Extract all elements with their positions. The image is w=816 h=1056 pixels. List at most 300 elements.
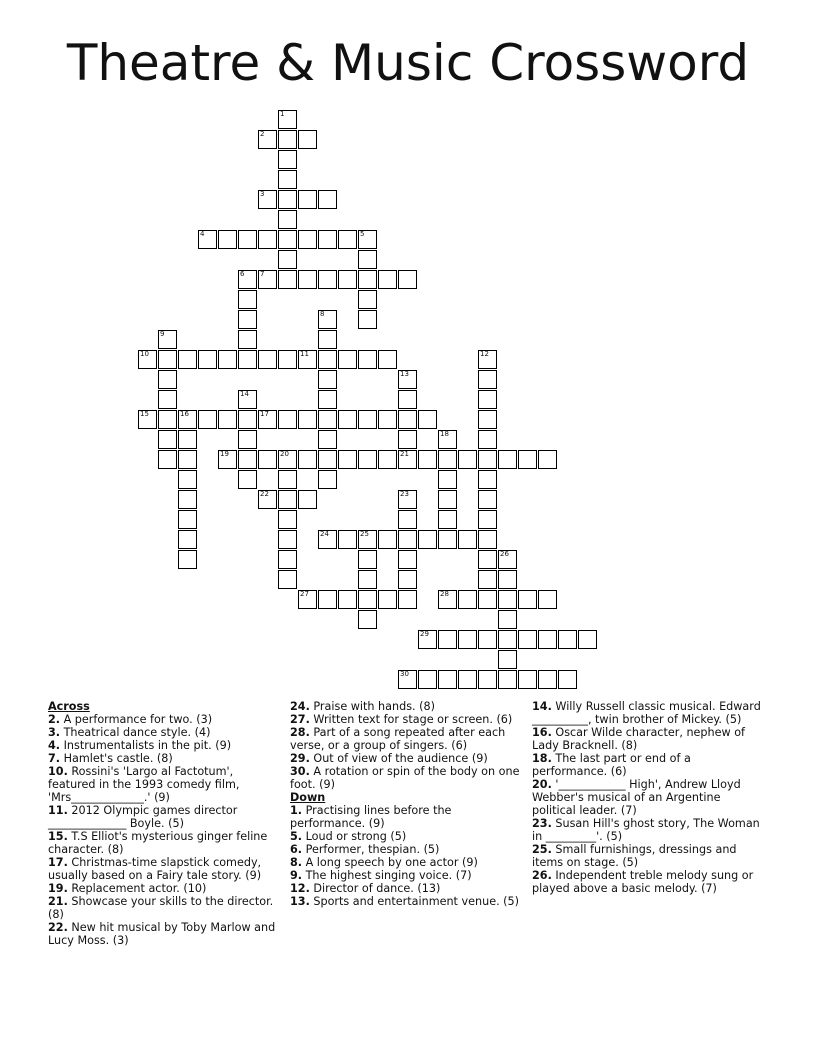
clue-item <box>532 843 764 869</box>
grid-cell[interactable] <box>318 230 337 249</box>
grid-cell[interactable] <box>378 270 397 289</box>
grid-cell[interactable] <box>238 450 257 469</box>
grid-cell[interactable] <box>258 410 277 429</box>
clue-number: 2 <box>260 130 265 138</box>
clue-number: 10 <box>140 350 149 358</box>
grid-cell[interactable] <box>238 430 257 449</box>
grid-cell[interactable] <box>318 450 337 469</box>
grid-cell[interactable] <box>498 450 517 469</box>
clue-text: Performer, thespian. (5) <box>302 843 440 856</box>
clue-item <box>290 895 522 908</box>
grid-cell[interactable] <box>578 630 597 649</box>
clue-text: A rotation or spin of the body on one foot. (9) <box>290 765 520 791</box>
clue-text: Rossini's 'Largo al Factotum', featured in the 1993 comedy film, 'Mrs_____________.' (9) <box>48 765 240 804</box>
grid-cell[interactable] <box>278 350 297 369</box>
clue-number: 11 <box>300 350 309 358</box>
grid-cell[interactable] <box>238 390 257 409</box>
grid-cell[interactable] <box>278 450 297 469</box>
grid-cell[interactable] <box>338 350 357 369</box>
grid-cell[interactable] <box>518 590 537 609</box>
grid-cell[interactable] <box>278 170 297 189</box>
grid-cell[interactable] <box>358 290 377 309</box>
clue-number-label: 29. <box>290 752 310 765</box>
grid-cell[interactable] <box>478 470 497 489</box>
grid-cell[interactable] <box>178 430 197 449</box>
grid-cell[interactable] <box>278 130 297 149</box>
grid-cell[interactable] <box>378 590 397 609</box>
grid-cell[interactable] <box>338 410 357 429</box>
grid-cell[interactable] <box>458 530 477 549</box>
grid-cell[interactable] <box>358 530 377 549</box>
grid-cell[interactable] <box>418 450 437 469</box>
clue-item <box>48 765 280 804</box>
grid-cell[interactable] <box>278 550 297 569</box>
grid-cell[interactable] <box>398 430 417 449</box>
clue-text: Replacement actor. (10) <box>67 882 207 895</box>
clue-number: 9 <box>160 330 165 338</box>
grid-cell[interactable] <box>258 190 277 209</box>
clue-number-label: 19. <box>48 882 68 895</box>
clue-text: A long speech by one actor (9) <box>302 856 478 869</box>
grid-cell[interactable] <box>198 350 217 369</box>
clue-number-label: 11. <box>48 804 68 817</box>
grid-cell[interactable] <box>218 410 237 429</box>
clue-text: Loud or strong (5) <box>302 830 407 843</box>
clue-number-label: 26. <box>532 869 552 882</box>
grid-cell[interactable] <box>298 130 317 149</box>
grid-cell[interactable] <box>238 310 257 329</box>
clue-item <box>48 752 280 765</box>
grid-cell[interactable] <box>318 430 337 449</box>
clue-text: The last part or end of a performance. (6) <box>532 752 691 778</box>
grid-cell[interactable] <box>438 510 457 529</box>
clue-number: 28 <box>440 590 449 598</box>
clue-number: 29 <box>420 630 429 638</box>
grid-cell[interactable] <box>398 530 417 549</box>
clue-number: 6 <box>240 270 245 278</box>
grid-cell[interactable] <box>478 390 497 409</box>
clue-item <box>48 882 280 895</box>
clue-number-label: 12. <box>290 882 310 895</box>
clue-text: Part of a song repeated after each verse, or a group of singers. (6) <box>290 726 506 752</box>
grid-cell[interactable] <box>558 670 577 689</box>
grid-cell[interactable] <box>338 590 357 609</box>
grid-cell[interactable] <box>518 670 537 689</box>
clue-text: Director of dance. (13) <box>309 882 441 895</box>
grid-cell[interactable] <box>358 350 377 369</box>
clue-text: The highest singing voice. (7) <box>302 869 472 882</box>
clue-number-label: 6. <box>290 843 303 856</box>
clue-item <box>290 882 522 895</box>
clue-number-label: 16. <box>532 726 552 739</box>
grid-cell[interactable] <box>278 570 297 589</box>
clue-number: 21 <box>400 450 409 458</box>
clue-item <box>532 700 764 726</box>
grid-cell[interactable] <box>438 490 457 509</box>
grid-cell[interactable] <box>438 470 457 489</box>
grid-cell[interactable] <box>358 410 377 429</box>
grid-cell[interactable] <box>178 490 197 509</box>
page-title: Theatre & Music Crossword <box>66 34 750 92</box>
grid-cell[interactable] <box>378 350 397 369</box>
clue-number-label: 8. <box>290 856 303 869</box>
clue-item <box>290 856 522 869</box>
grid-cell[interactable] <box>338 230 357 249</box>
grid-cell[interactable] <box>158 330 177 349</box>
grid-cell[interactable] <box>358 310 377 329</box>
grid-cell[interactable] <box>238 350 257 369</box>
grid-cell[interactable] <box>398 450 417 469</box>
clue-item <box>48 921 280 947</box>
clue-column-3 <box>532 700 764 895</box>
clue-item <box>48 830 280 856</box>
grid-cell[interactable] <box>298 410 317 429</box>
clue-number-label: 24. <box>290 700 310 713</box>
grid-cell[interactable] <box>418 670 437 689</box>
clue-text: '____________ High', Andrew Lloyd Webber's musical of an Argentine political leader. (7) <box>532 778 741 817</box>
grid-cell[interactable] <box>418 530 437 549</box>
clue-number-label: 14. <box>532 700 552 713</box>
grid-cell[interactable] <box>258 270 277 289</box>
grid-cell[interactable] <box>458 450 477 469</box>
clue-number-label: 22. <box>48 921 68 934</box>
grid-cell[interactable] <box>358 570 377 589</box>
grid-cell[interactable] <box>218 350 237 369</box>
clue-text: Written text for stage or screen. (6) <box>309 713 513 726</box>
grid-cell[interactable] <box>438 630 457 649</box>
clue-text: Theatrical dance style. (4) <box>60 726 211 739</box>
grid-cell[interactable] <box>458 670 477 689</box>
grid-cell[interactable] <box>338 450 357 469</box>
clue-number: 27 <box>300 590 309 598</box>
grid-cell[interactable] <box>478 490 497 509</box>
grid-cell[interactable] <box>438 530 457 549</box>
grid-cell[interactable] <box>458 590 477 609</box>
clue-item <box>290 843 522 856</box>
grid-cell[interactable] <box>478 350 497 369</box>
grid-cell[interactable] <box>158 350 177 369</box>
clue-number-label: 20. <box>532 778 552 791</box>
clue-item <box>48 713 280 726</box>
grid-cell[interactable] <box>258 350 277 369</box>
down-heading: Down <box>290 791 326 804</box>
clue-number-label: 21. <box>48 895 68 908</box>
clue-text: Small furnishings, dressings and items on stage. (5) <box>532 843 737 869</box>
grid-cell[interactable] <box>178 510 197 529</box>
clue-number-label: 2. <box>48 713 61 726</box>
grid-cell[interactable] <box>258 230 277 249</box>
across-heading: Across <box>48 700 90 713</box>
clue-number: 14 <box>240 390 249 398</box>
grid-cell[interactable] <box>318 410 337 429</box>
grid-cell[interactable] <box>178 530 197 549</box>
grid-cell[interactable] <box>218 450 237 469</box>
clue-text: Independent treble melody sung or played above a basic melody. (7) <box>532 869 754 895</box>
grid-cell[interactable] <box>398 270 417 289</box>
grid-cell[interactable] <box>278 110 297 129</box>
grid-cell[interactable] <box>178 350 197 369</box>
clue-number: 20 <box>280 450 289 458</box>
clue-item <box>290 752 522 765</box>
grid-cell[interactable] <box>398 370 417 389</box>
grid-cell[interactable] <box>158 390 177 409</box>
grid-cell[interactable] <box>478 370 497 389</box>
clue-item <box>48 726 280 739</box>
grid-cell[interactable] <box>278 270 297 289</box>
grid-cell[interactable] <box>138 410 157 429</box>
clue-item <box>48 895 280 921</box>
grid-cell[interactable] <box>238 230 257 249</box>
clue-number-label: 3. <box>48 726 61 739</box>
clue-number-label: 10. <box>48 765 68 778</box>
grid-cell[interactable] <box>278 150 297 169</box>
grid-cell[interactable] <box>298 490 317 509</box>
clue-number: 24 <box>320 530 329 538</box>
clue-text: New hit musical by Toby Marlow and Lucy Moss. (3) <box>48 921 276 947</box>
clue-number: 26 <box>500 550 509 558</box>
grid-cell[interactable] <box>158 410 177 429</box>
grid-cell[interactable] <box>478 630 497 649</box>
grid-cell[interactable] <box>318 310 337 329</box>
clue-item <box>532 726 764 752</box>
clue-item <box>532 817 764 843</box>
grid-cell[interactable] <box>178 450 197 469</box>
grid-cell[interactable] <box>438 430 457 449</box>
clue-number: 30 <box>400 670 409 678</box>
grid-cell[interactable] <box>478 550 497 569</box>
clue-item <box>48 856 280 882</box>
grid-cell[interactable] <box>358 230 377 249</box>
clue-item <box>48 804 280 830</box>
clue-item <box>532 869 764 895</box>
clue-number: 15 <box>140 410 149 418</box>
grid-cell[interactable] <box>238 290 257 309</box>
grid-cell[interactable] <box>278 410 297 429</box>
clue-text: Praise with hands. (8) <box>309 700 435 713</box>
grid-cell[interactable] <box>158 370 177 389</box>
clue-number: 4 <box>200 230 205 238</box>
grid-cell[interactable] <box>538 670 557 689</box>
grid-cell[interactable] <box>198 230 217 249</box>
clue-number-label: 5. <box>290 830 303 843</box>
grid-cell[interactable] <box>298 350 317 369</box>
grid-cell[interactable] <box>278 470 297 489</box>
clue-number: 22 <box>260 490 269 498</box>
grid-cell[interactable] <box>178 550 197 569</box>
grid-cell[interactable] <box>338 270 357 289</box>
grid-cell[interactable] <box>298 450 317 469</box>
grid-cell[interactable] <box>278 490 297 509</box>
grid-cell[interactable] <box>238 410 257 429</box>
grid-cell[interactable] <box>318 190 337 209</box>
grid-cell[interactable] <box>478 570 497 589</box>
clue-number: 18 <box>440 430 449 438</box>
clue-text: Oscar Wilde character, nephew of Lady Bracknell. (8) <box>532 726 745 752</box>
grid-cell[interactable] <box>498 630 517 649</box>
grid-cell[interactable] <box>518 450 537 469</box>
clue-number-label: 27. <box>290 713 310 726</box>
clue-number-label: 9. <box>290 869 303 882</box>
clue-number-label: 25. <box>532 843 552 856</box>
grid-cell[interactable] <box>258 130 277 149</box>
clue-number-label: 30. <box>290 765 310 778</box>
grid-cell[interactable] <box>198 410 217 429</box>
grid-cell[interactable] <box>358 270 377 289</box>
clue-item <box>532 752 764 778</box>
grid-cell[interactable] <box>318 590 337 609</box>
grid-cell[interactable] <box>438 590 457 609</box>
grid-cell[interactable] <box>498 610 517 629</box>
grid-cell[interactable] <box>498 590 517 609</box>
grid-cell[interactable] <box>158 450 177 469</box>
clue-number-label: 7. <box>48 752 61 765</box>
clue-item <box>290 804 522 830</box>
clue-text: Showcase your skills to the director. (8) <box>48 895 274 921</box>
clue-number: 23 <box>400 490 409 498</box>
clue-text: Willy Russell classic musical. Edward __________, twin brother of Mickey. (5) <box>532 700 761 726</box>
grid-cell[interactable] <box>398 570 417 589</box>
clue-number: 12 <box>480 350 489 358</box>
grid-cell[interactable] <box>358 550 377 569</box>
grid-cell[interactable] <box>498 550 517 569</box>
grid-cell[interactable] <box>518 630 537 649</box>
grid-cell[interactable] <box>298 590 317 609</box>
grid-cell[interactable] <box>398 590 417 609</box>
grid-cell[interactable] <box>398 550 417 569</box>
grid-cell[interactable] <box>498 650 517 669</box>
grid-cell[interactable] <box>398 490 417 509</box>
grid-cell[interactable] <box>278 230 297 249</box>
grid-cell[interactable] <box>178 410 197 429</box>
grid-cell[interactable] <box>258 450 277 469</box>
grid-cell[interactable] <box>258 490 277 509</box>
clue-item <box>290 700 522 713</box>
clue-text: 2012 Olympic games director ______________ Boyle. (5) <box>48 804 238 830</box>
clue-text: A performance for two. (3) <box>60 713 213 726</box>
grid-cell[interactable] <box>378 450 397 469</box>
grid-cell[interactable] <box>478 430 497 449</box>
grid-cell[interactable] <box>458 630 477 649</box>
grid-cell[interactable] <box>238 470 257 489</box>
grid-cell[interactable] <box>278 250 297 269</box>
grid-cell[interactable] <box>218 230 237 249</box>
clue-item <box>290 830 522 843</box>
grid-cell[interactable] <box>378 530 397 549</box>
clue-number-label: 28. <box>290 726 310 739</box>
clue-number: 1 <box>280 110 285 118</box>
clue-text: Sports and entertainment venue. (5) <box>309 895 520 908</box>
grid-cell[interactable] <box>298 230 317 249</box>
clue-number: 7 <box>260 270 265 278</box>
grid-cell[interactable] <box>478 590 497 609</box>
grid-cell[interactable] <box>478 530 497 549</box>
grid-cell[interactable] <box>358 590 377 609</box>
grid-cell[interactable] <box>398 410 417 429</box>
clue-number: 25 <box>360 530 369 538</box>
grid-cell[interactable] <box>558 630 577 649</box>
grid-cell[interactable] <box>298 270 317 289</box>
grid-cell[interactable] <box>238 330 257 349</box>
grid-cell[interactable] <box>318 270 337 289</box>
grid-cell[interactable] <box>418 410 437 429</box>
clue-number-label: 13. <box>290 895 310 908</box>
clue-text: Susan Hill's ghost story, The Woman in _________'. (5) <box>532 817 760 843</box>
clue-number-label: 18. <box>532 752 552 765</box>
clue-column-1 <box>48 700 280 947</box>
clue-item <box>290 869 522 882</box>
grid-cell[interactable] <box>298 190 317 209</box>
grid-cell[interactable] <box>478 450 497 469</box>
grid-cell[interactable] <box>398 390 417 409</box>
grid-cell[interactable] <box>398 670 417 689</box>
clue-item <box>532 778 764 817</box>
grid-cell[interactable] <box>498 570 517 589</box>
clue-number: 8 <box>320 310 325 318</box>
grid-cell[interactable] <box>178 470 197 489</box>
grid-cell[interactable] <box>238 270 257 289</box>
clue-text: T.S Elliot's mysterious ginger feline character. (8) <box>48 830 268 856</box>
grid-cell[interactable] <box>318 350 337 369</box>
grid-cell[interactable] <box>478 670 497 689</box>
clue-number: 16 <box>180 410 189 418</box>
grid-cell[interactable] <box>338 530 357 549</box>
grid-cell[interactable] <box>318 370 337 389</box>
grid-cell[interactable] <box>398 510 417 529</box>
grid-cell[interactable] <box>318 330 337 349</box>
grid-cell[interactable] <box>538 590 557 609</box>
grid-cell[interactable] <box>538 630 557 649</box>
clue-number-label: 15. <box>48 830 68 843</box>
clue-text: Practising lines before the performance. (9) <box>290 804 452 830</box>
grid-cell[interactable] <box>278 510 297 529</box>
clue-text: Hamlet's castle. (8) <box>60 752 173 765</box>
grid-cell[interactable] <box>478 410 497 429</box>
grid-cell[interactable] <box>358 250 377 269</box>
grid-cell[interactable] <box>278 530 297 549</box>
grid-cell[interactable] <box>438 450 457 469</box>
clue-item <box>290 765 522 791</box>
grid-cell[interactable] <box>478 510 497 529</box>
grid-cell[interactable] <box>278 210 297 229</box>
grid-cell[interactable] <box>378 410 397 429</box>
clue-text: Christmas-time slapstick comedy, usually based on a Fairy tale story. (9) <box>48 856 262 882</box>
grid-cell[interactable] <box>278 190 297 209</box>
grid-cell[interactable] <box>418 630 437 649</box>
grid-cell[interactable] <box>318 470 337 489</box>
clue-number: 13 <box>400 370 409 378</box>
grid-cell[interactable] <box>358 450 377 469</box>
clue-item <box>290 726 522 752</box>
grid-cell[interactable] <box>318 530 337 549</box>
clue-number-label: 4. <box>48 739 61 752</box>
grid-cell[interactable] <box>138 350 157 369</box>
clue-number-label: 17. <box>48 856 68 869</box>
grid-cell[interactable] <box>538 450 557 469</box>
clue-item <box>290 713 522 726</box>
clue-text: Instrumentalists in the pit. (9) <box>60 739 232 752</box>
clue-number: 3 <box>260 190 265 198</box>
grid-cell[interactable] <box>318 390 337 409</box>
grid-cell[interactable] <box>498 670 517 689</box>
clue-number: 19 <box>220 450 229 458</box>
grid-cell[interactable] <box>158 430 177 449</box>
clue-column-2 <box>290 700 522 908</box>
grid-cell[interactable] <box>438 670 457 689</box>
grid-cell[interactable] <box>358 610 377 629</box>
clue-number: 5 <box>360 230 365 238</box>
clue-number: 17 <box>260 410 269 418</box>
clue-text: Out of view of the audience (9) <box>309 752 488 765</box>
